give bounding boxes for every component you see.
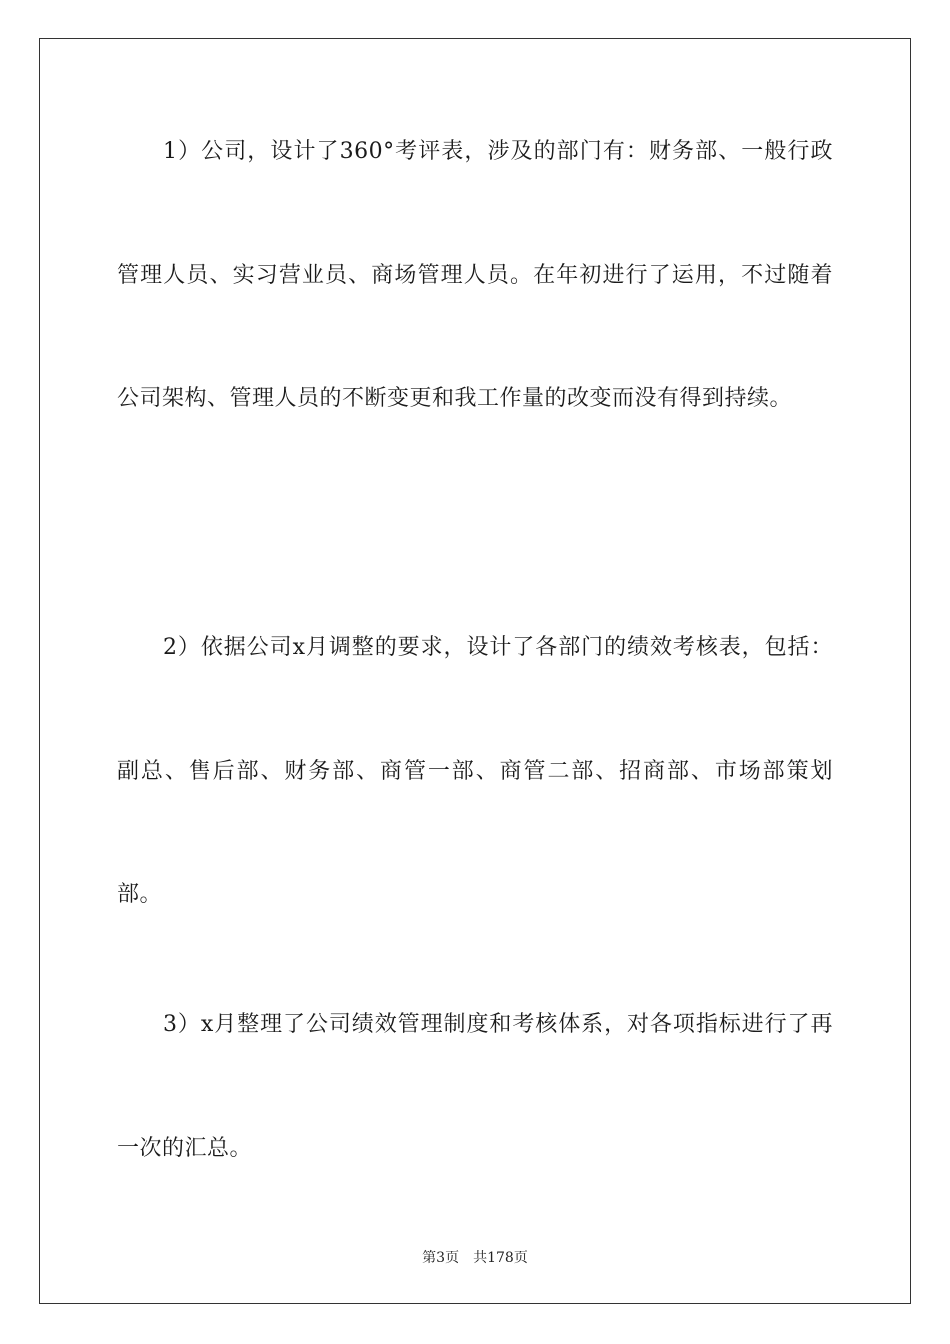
page-total: 共178页 bbox=[473, 1250, 528, 1266]
paragraph-3-text: 3）x月整理了公司绩效管理制度和考核体系，对各项指标进行了再一次的汇总。 bbox=[117, 1012, 833, 1161]
page-number: 第3页 bbox=[422, 1250, 460, 1266]
page-footer bbox=[0, 1247, 950, 1267]
paragraph-1 bbox=[117, 90, 833, 461]
paragraph-2 bbox=[117, 586, 833, 957]
paragraph-1-text: 1）公司，设计了360°考评表，涉及的部门有：财务部、一般行政管理人员、实习营业员、商场管理人员。在年初进行了运用，不过随着公司架构、管理人员的不断变更和我工作量的改变而没有得到持续。 bbox=[117, 139, 833, 411]
paragraph-3 bbox=[117, 963, 833, 1210]
paragraph-2-text: 2）依据公司x月调整的要求，设计了各部门的绩效考核表，包括：副总、售后部、财务部、商管一部、商管二部、招商部、市场部策划部。 bbox=[117, 635, 833, 907]
